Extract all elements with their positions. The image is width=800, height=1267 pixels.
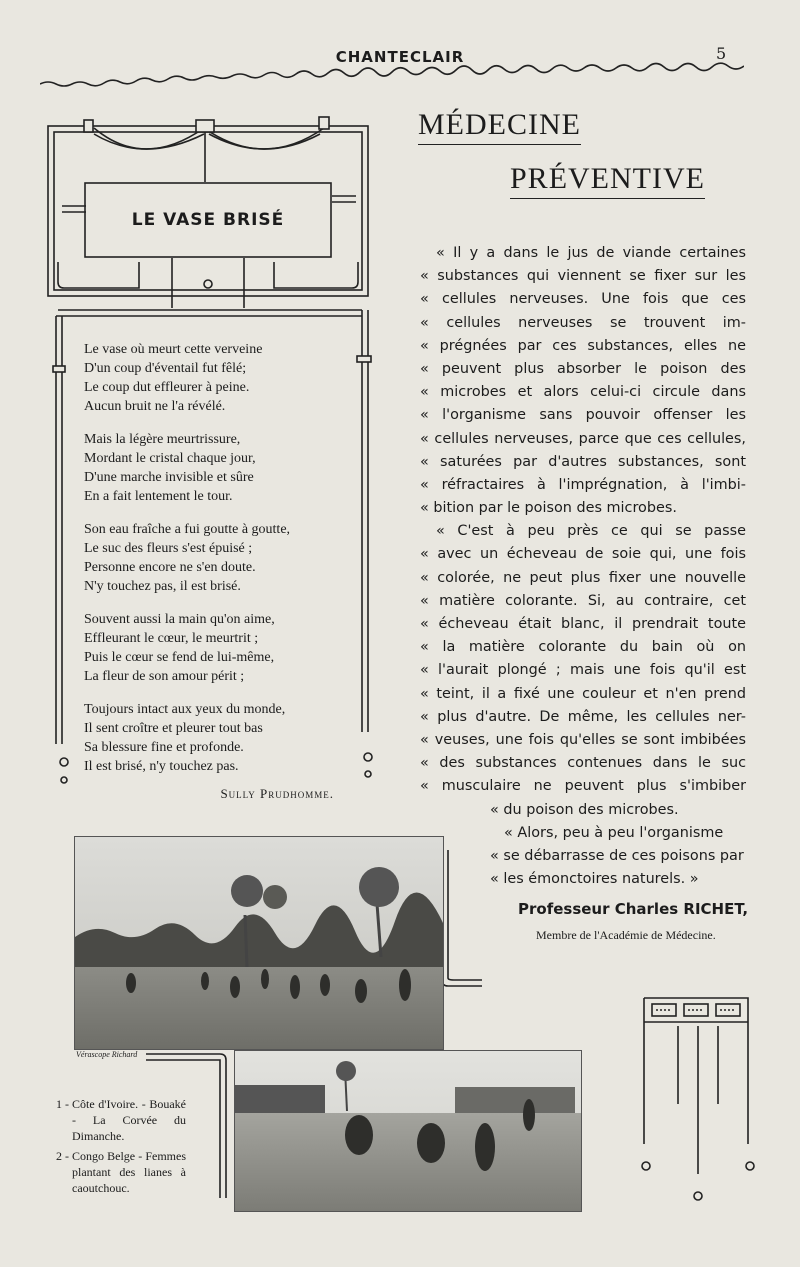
article-signature: Professeur Charles RICHET, (518, 900, 749, 918)
poem-stanza (84, 700, 364, 776)
article-line: « des substances contenues dans le suc (420, 755, 746, 772)
poem-line: Mordant le cristal chaque jour, (84, 451, 256, 466)
poem-line: Souvent aussi la main qu'on aime, (84, 612, 275, 627)
article-title-line1: MÉDECINE (418, 108, 581, 145)
article-line: « saturées par d'autres substances, sont (420, 453, 746, 470)
poem-line: N'y touchez pas, il est brisé. (84, 579, 241, 594)
photo-caption-1 (56, 1096, 186, 1144)
poem-line: Le vase où meurt cette verveine (84, 342, 263, 357)
article-line: « substances qui viennent se fixer sur les (420, 268, 746, 285)
article-line: « prégnées par ces substances, elles ne (420, 337, 746, 354)
poem-line: Toujours intact aux yeux du monde, (84, 702, 286, 717)
poem-author: Sully Prudhomme. (220, 786, 334, 801)
poem-line: Le coup dut effleurer à peine. (84, 380, 250, 395)
article-line: « C'est à peu près ce qui se passe (436, 523, 746, 540)
article-signature-title: Membre de l'Académie de Médecine. (536, 928, 716, 942)
poem-body (84, 340, 364, 790)
poem-line: Le suc des fleurs s'est épuisé ; (84, 541, 253, 556)
poem-line: Son eau fraîche a fui goutte à goutte, (84, 522, 291, 537)
poem-stanza (84, 520, 364, 596)
article-line: « Alors, peu à peu l'organisme (504, 824, 724, 841)
article-line: « les émonctoires naturels. » (490, 871, 699, 888)
article-line: « peuvent plus absorber le poison des (420, 360, 746, 377)
caption-number: 1 - (56, 1097, 69, 1111)
article-line: « l'aurait plongé ; mais une fois qu'il est (420, 662, 746, 679)
poem-line: La fleur de son amour périt ; (84, 669, 245, 684)
article-line: « l'organisme sans pouvoir offenser les (420, 407, 746, 424)
caption-number: 2 - (56, 1149, 69, 1163)
poem-line: Il est brisé, n'y touchez pas. (84, 759, 239, 774)
poem-line: Mais la légère meurtrissure, (84, 432, 241, 447)
article-line: « se débarrasse de ces poisons par (490, 847, 744, 864)
caption-text: Côte d'Ivoire. - Bouaké - La Corvée du Dimanche. (72, 1097, 186, 1143)
poem-line: Effleurant le cœur, le meurtrit ; (84, 631, 259, 646)
poem-line: Sa blessure fine et profonde. (84, 740, 244, 755)
photo-caption-2 (56, 1148, 186, 1196)
poem-line: Il sent croître et pleurer tout bas (84, 721, 263, 736)
photo-cote-ivoire (74, 836, 444, 1050)
article-line: « écheveau était blanc, il prendrait toute (420, 616, 746, 632)
journal-title: CHANTECLAIR (335, 48, 465, 66)
poem-line: Personne encore ne s'en doute. (84, 560, 256, 575)
poem-title: LE VASE BRISÉ (131, 210, 285, 230)
article-line: « microbes et alors celui-ci circule dans (420, 384, 746, 401)
article-line: « teint, il a fixé une couleur et n'en prend (420, 685, 746, 702)
poem-line: D'une marche invisible et sûre (84, 470, 254, 485)
caption-text: Congo Belge - Femmes plantant des lianes à caoutchouc. (72, 1149, 186, 1195)
poem-line: D'un coup d'éventail fut fêlé; (84, 361, 247, 376)
poem-line: Puis le cœur se fend de lui-même, (84, 650, 275, 665)
article-line: « cellules nerveuses, parce que ces cellules, (420, 430, 746, 447)
article-line: « la matière colorante du bain où on (420, 639, 746, 656)
article-line: « veuses, une fois qu'elles se sont imbibées (420, 731, 746, 748)
photo-credit: Vérascope Richard (76, 1050, 138, 1059)
decorative-ornament-right (640, 994, 760, 1204)
header-wave-rule (40, 60, 744, 90)
article-title-line2: PRÉVENTIVE (510, 162, 705, 199)
article-line: « matière colorante. Si, au contraire, cet (420, 592, 746, 609)
page-number: 5 (716, 44, 727, 63)
article-line: « Il y a dans le jus de viande certaines (436, 245, 746, 261)
article-line: « colorée, ne peut plus fixer une nouvelle (420, 569, 746, 586)
article-line: « du poison des microbes. (490, 801, 679, 818)
article-line: « bition par le poison des microbes. (420, 500, 677, 517)
article-line: « cellules nerveuses. Une fois que ces (420, 291, 746, 308)
poem-line: Aucun bruit ne l'a révélé. (84, 399, 226, 414)
photo-congo-belge (234, 1050, 582, 1212)
poem-line: En a fait lentement le tour. (84, 489, 233, 504)
article-line: « avec un écheveau de soie qui, une fois (420, 546, 746, 563)
article-line: « réfractaires à l'imprégnation, à l'imbi- (420, 476, 746, 493)
poem-stanza (84, 610, 364, 686)
article-line: « cellules nerveuses se trouvent im- (420, 314, 746, 331)
article-line: « plus d'autre. De même, les cellules ner- (420, 708, 746, 725)
poem-title-border (84, 182, 332, 258)
article-body (420, 242, 746, 891)
poem-stanza (84, 340, 364, 416)
poem-stanza (84, 430, 364, 506)
article-line: « musculaire ne peuvent plus s'imbiber (420, 778, 746, 795)
